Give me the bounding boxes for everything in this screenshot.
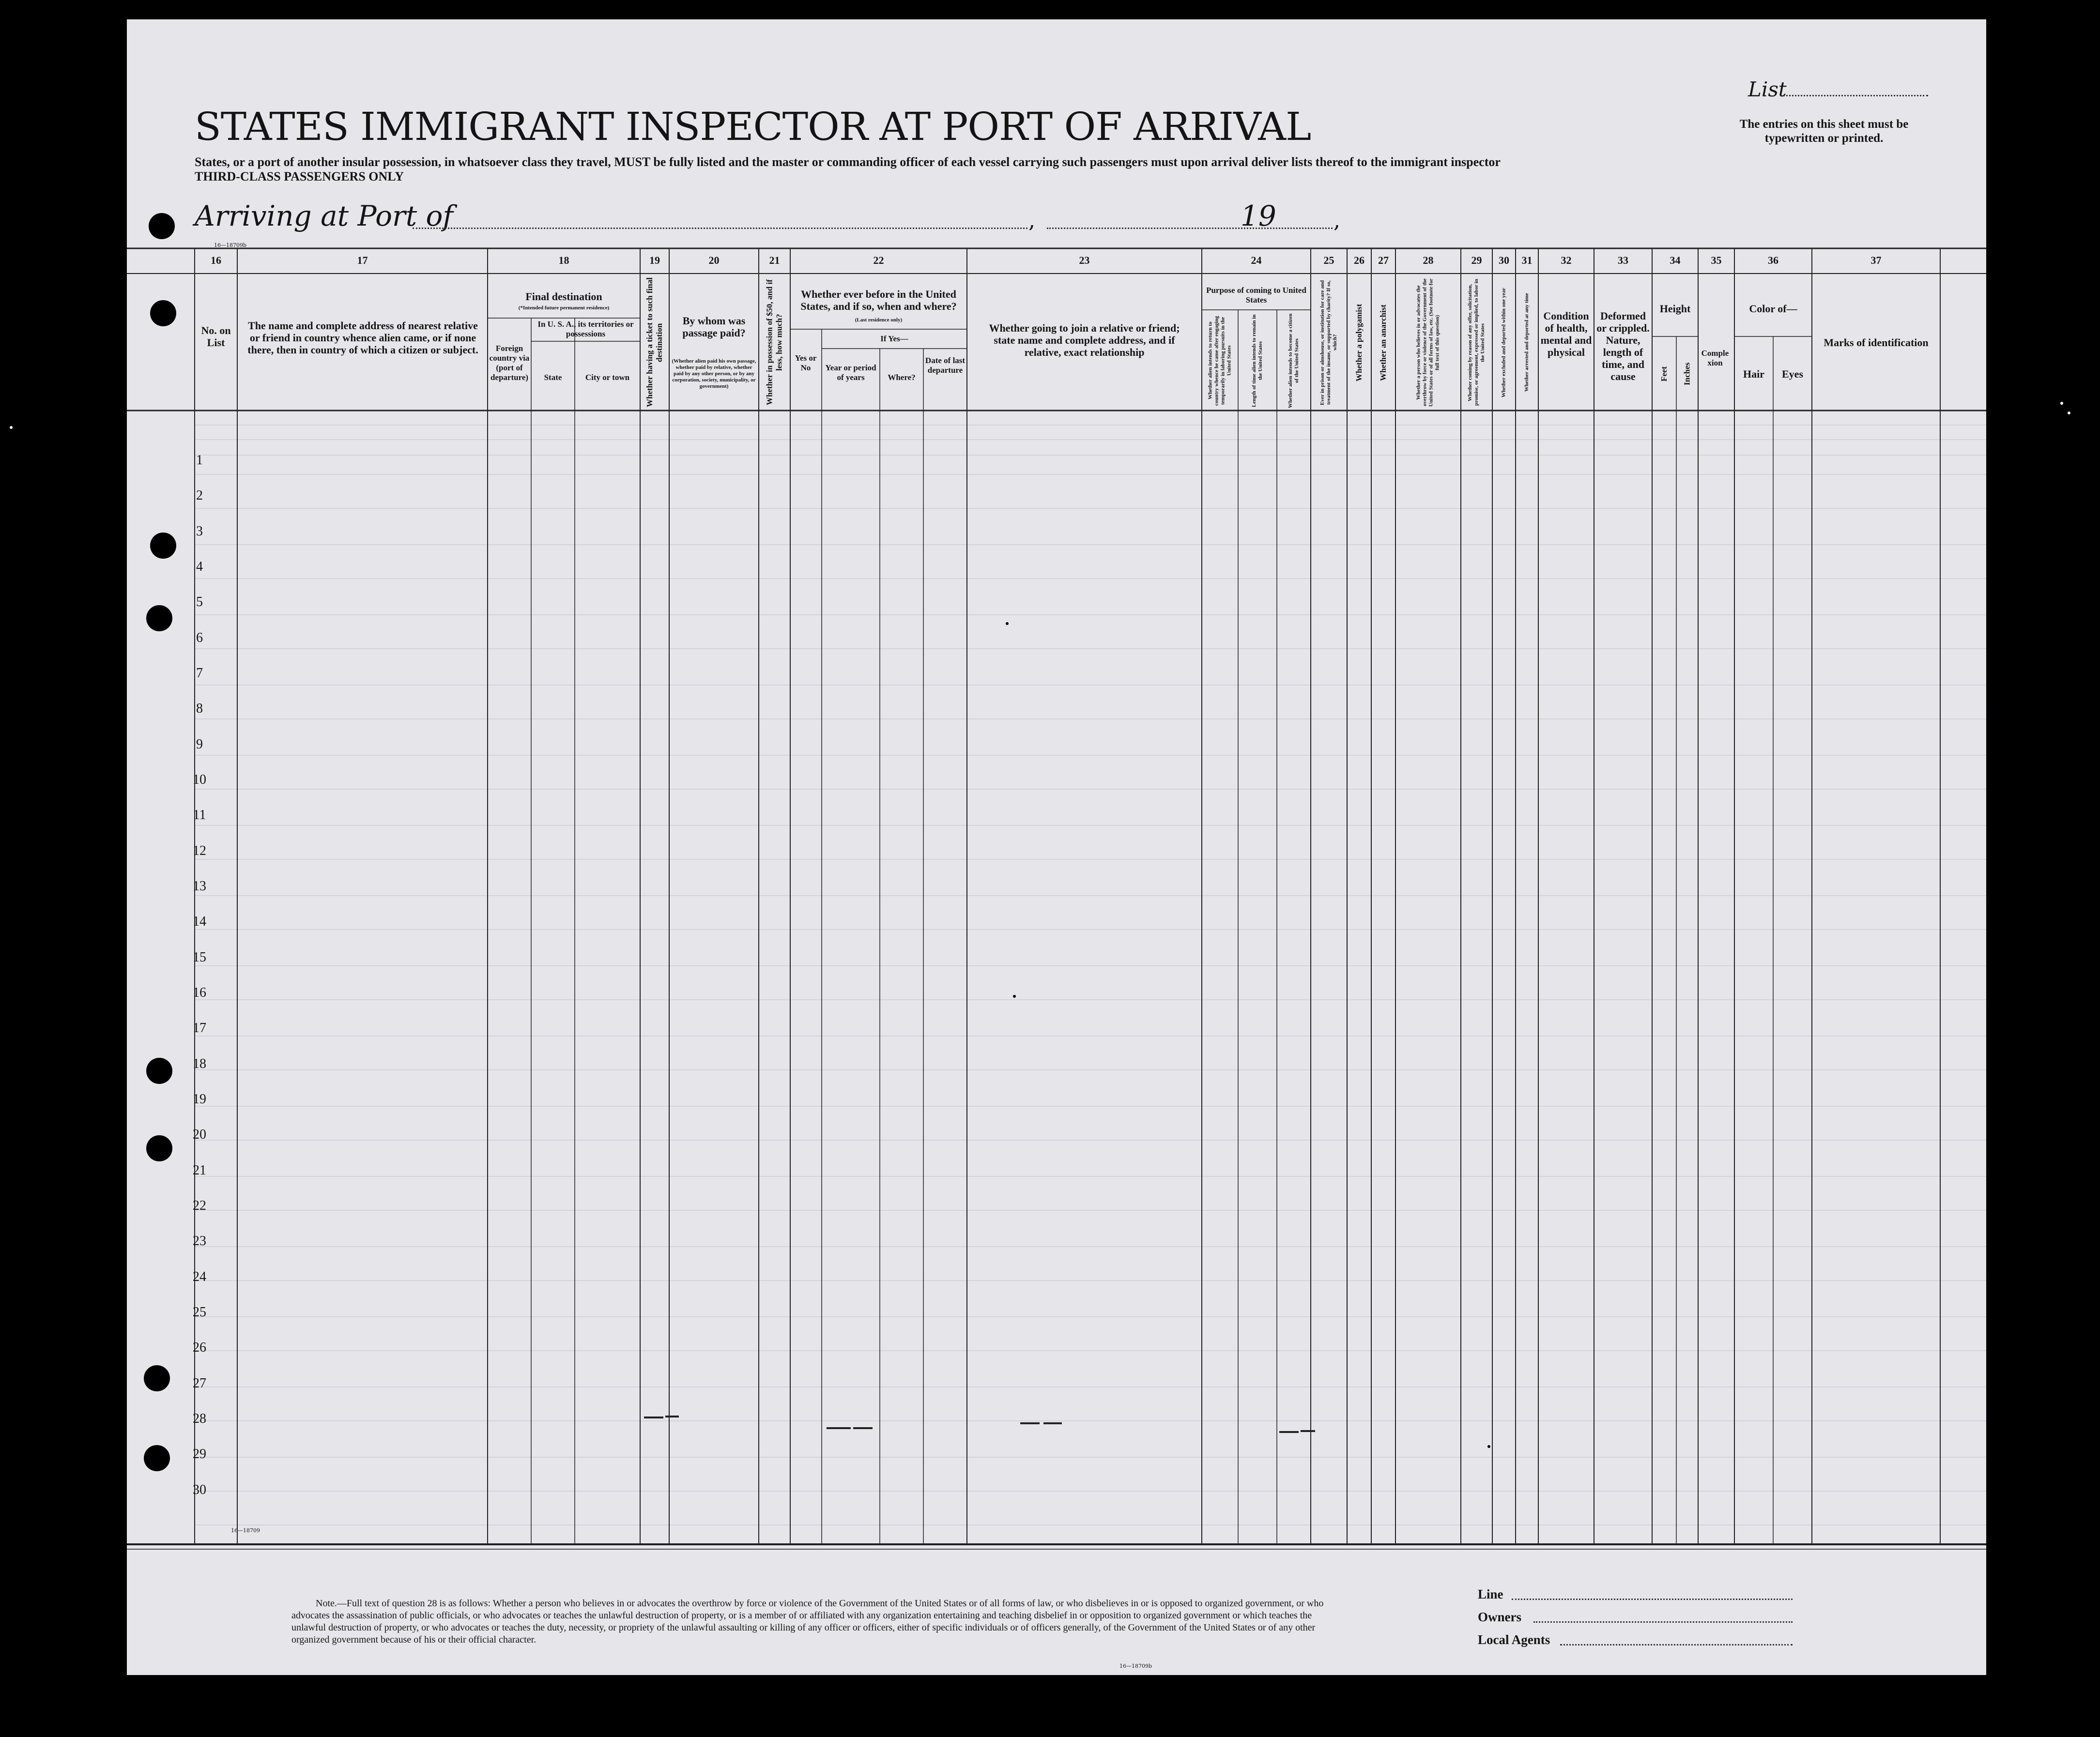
row-number: 10 <box>193 772 206 787</box>
header-date-last-departure: Date of last departure <box>925 356 966 375</box>
pen-mark <box>644 1417 663 1418</box>
col-number: 16 <box>211 254 221 266</box>
col-number: 23 <box>1079 254 1090 266</box>
row-number: 22 <box>193 1198 206 1213</box>
row-number: 14 <box>193 914 206 929</box>
speck <box>2060 402 2063 405</box>
col-number: 20 <box>708 254 720 266</box>
form-code-top: 16—18709b <box>214 242 247 248</box>
subtitle-line1: States, or a port of another insular possession, in whatsoever class they travel, MUST be fully listed and the master or commanding officer of each vessel carrying such passengers must upon arrival deliver lists thereof to the immigrant inspector <box>195 155 1501 169</box>
form-code-bottom-right: 16—18709b <box>1119 1663 1152 1669</box>
header-color-of: Color of— <box>1749 303 1797 315</box>
col-number: 18 <box>558 254 569 266</box>
row-number: 7 <box>196 666 203 681</box>
header-year-or-period: Year or period of years <box>825 363 876 382</box>
row-number: 30 <box>193 1482 206 1497</box>
form-sheet <box>127 19 1986 1675</box>
list-label: List <box>1748 77 1787 101</box>
col-number: 19 <box>649 254 660 266</box>
owners-label: Owners <box>1478 1610 1521 1624</box>
header-prison-almshouse: Ever in prison or almshouse, or institution for care and treatment of the insane, or supported by charity? If so, which? <box>1319 280 1338 405</box>
header-overthrow-question: Whether a person who believes in or advocates the overthrow by force or violence of the Government of the United States or of all forms of law, etc. (See footnote for full text of this question) <box>1415 278 1441 407</box>
row-number: 5 <box>196 594 203 609</box>
form-code-bottom-left: 16—18709 <box>231 1527 260 1534</box>
header-final-destination: Final destination <box>525 290 602 303</box>
col-number: 35 <box>1711 254 1722 266</box>
col-number: 34 <box>1670 254 1681 266</box>
col-number: 29 <box>1471 254 1482 266</box>
header-arrested-deported: Whether arrested and deported at any time <box>1524 293 1530 392</box>
pen-mark <box>1279 1431 1299 1433</box>
comma: , <box>1028 208 1035 233</box>
row-number: 2 <box>196 488 203 503</box>
header-citizen-intent: Whether alien intends to become a citizen of the United States <box>1288 313 1300 408</box>
pen-mark <box>827 1427 851 1429</box>
speck <box>1013 995 1016 998</box>
row-number: 3 <box>196 524 203 539</box>
row-number: 21 <box>193 1163 206 1178</box>
speck <box>10 426 13 429</box>
header-condition-health: Condition of health, mental and physical <box>1540 310 1592 358</box>
col-number: 21 <box>769 254 780 266</box>
header-last-residence: (Last residence only) <box>855 317 903 323</box>
header-relative-address: The name and complete address of nearest relative or friend in country whence alien came, or if none there, then in country of which a citizen or subject. <box>247 320 478 356</box>
row-number: 29 <box>193 1447 206 1462</box>
col-number: 32 <box>1561 254 1572 266</box>
form-grid <box>127 19 1986 1675</box>
header-state: State <box>544 373 562 382</box>
instructions-note: The entries on this sheet must be typewritten or printed. <box>1739 118 1909 145</box>
local-agents-label: Local Agents <box>1478 1632 1550 1647</box>
header-anarchist: Whether an anarchist <box>1379 304 1388 381</box>
row-number: 16 <box>193 985 206 1000</box>
speck <box>1487 1445 1490 1448</box>
col-number: 37 <box>1870 254 1882 266</box>
pen-mark <box>1043 1422 1062 1424</box>
row-number: 20 <box>193 1127 206 1142</box>
header-height: Height <box>1659 303 1691 315</box>
col-number: 24 <box>1251 254 1262 266</box>
col-number: 26 <box>1354 254 1364 266</box>
header-where: Where? <box>888 373 916 382</box>
col-number: 17 <box>357 254 368 266</box>
pen-mark <box>853 1427 873 1429</box>
header-labor-offer: Whether coming by reason of any offer, solicitation, promise, or agreement, expressed or implied, to labor in the United States <box>1467 279 1486 406</box>
header-hair: Hair <box>1743 368 1764 380</box>
subtitle-line2: THIRD-CLASS PASSENGERS ONLY <box>195 169 404 183</box>
header-feet: Feet <box>1659 366 1669 382</box>
row-number: 4 <box>196 559 203 574</box>
page-title: STATES IMMIGRANT INSPECTOR AT PORT OF ARRIVAL <box>195 104 1311 149</box>
header-return-intent: Whether alien intends to return to country whence he came after engaging temporarily in laboring pursuits in the United States <box>1207 316 1232 406</box>
speck <box>1006 622 1009 625</box>
row-number: 6 <box>196 630 203 645</box>
header-final-destination-sub: (*Intended future permanent residence) <box>518 305 610 311</box>
pen-mark <box>1020 1422 1040 1424</box>
header-no-on-list: No. on List <box>201 324 231 349</box>
header-marks-identification: Marks of identification <box>1824 336 1929 349</box>
header-deformed: Deformed or crippled. Nature, length of time, and cause <box>1596 310 1650 382</box>
header-in-usa: In U. S. A., its territories or possessions <box>537 320 634 338</box>
line-label: Line <box>1478 1587 1503 1601</box>
header-length-of-stay: Length of time alien intends to remain in the United States <box>1251 314 1263 407</box>
pen-mark <box>665 1416 679 1417</box>
footnote-question-28: Note.—Full text of question 28 is as follows: Whether a person who believes in or advocates the overthrow by force or violence of the Government of the United States or of all forms of law, or who disbelieves in or is opposed to organized government, or who advocates the assassination of public officials, or who advocates or teaches the unlawful destruction of property, or is a member of or affiliated with any organization entertaining and teaching disbelief in or opposition to organized government or which teaches the unlawful destruction of property, or who advocates or teaches the duty, necessity, or propriety of the unlawful assaulting or killing of any officer or officers, either of specific individuals or of officers generally, of the Government of the United States or of any other organized government because of his or their official character. <box>291 1598 1324 1645</box>
header-purpose: Purpose of coming to United States <box>1206 286 1306 305</box>
pen-mark <box>1301 1430 1315 1432</box>
row-number: 27 <box>193 1376 206 1391</box>
row-number: 28 <box>193 1411 206 1426</box>
row-number: 13 <box>193 879 206 894</box>
header-city-or-town: City or town <box>585 373 630 382</box>
col-number: 31 <box>1521 254 1533 266</box>
col-number: 36 <box>1768 254 1778 266</box>
row-number: 26 <box>193 1340 206 1355</box>
header-excluded-deported: Whether excluded and deported within one year <box>1501 288 1507 397</box>
col-number: 33 <box>1618 254 1628 266</box>
header-passage-paid-sub: (Whether alien paid his own passage, whether paid by relative, whether paid by any other person, or by any corporation, society, municipality, or government) <box>672 358 756 389</box>
arriving-label: Arriving at Port of <box>195 199 453 232</box>
row-number: 25 <box>193 1305 206 1320</box>
local-agents-field[interactable] <box>1560 1644 1793 1646</box>
row-number: 12 <box>193 843 206 858</box>
col-number: 25 <box>1323 254 1334 266</box>
header-going-to-join: Whether going to join a relative or friend; state name and complete address, and if relative, exact relationship <box>989 322 1180 358</box>
header-eyes: Eyes <box>1782 368 1803 380</box>
header-foreign-country: Foreign country via (port of departure) <box>489 344 530 382</box>
year-prefix: 19 <box>1241 199 1276 232</box>
col-number: 22 <box>873 254 884 266</box>
row-number: 24 <box>193 1269 206 1284</box>
row-number: 23 <box>193 1234 206 1249</box>
row-number: 11 <box>193 808 206 823</box>
header-ever-before-in-us: Whether ever before in the United States, and if so, when and where? <box>800 288 957 312</box>
col-number: 30 <box>1499 254 1509 266</box>
col-number: 28 <box>1423 254 1434 266</box>
row-number: 17 <box>193 1021 206 1036</box>
header-complexion: Complexion <box>1701 349 1729 367</box>
speck <box>2068 411 2070 414</box>
owners-field[interactable] <box>1533 1621 1793 1623</box>
header-polygamist: Whether a polygamist <box>1354 304 1364 381</box>
header-ticket: Whether having a ticket to such final destination <box>645 277 664 408</box>
header-fifty-dollars: Whether in possession of $50, and if less, how much? <box>765 279 784 406</box>
comma: , <box>1334 208 1340 233</box>
header-yes-or-no: Yes or No <box>795 353 817 372</box>
line-field[interactable] <box>1512 1599 1793 1600</box>
header-passage-paid: By whom was passage paid? <box>682 315 746 339</box>
row-number: 19 <box>193 1092 206 1107</box>
col-number: 27 <box>1378 254 1389 266</box>
header-if-yes: If Yes— <box>880 334 908 343</box>
row-number: 15 <box>193 950 206 965</box>
header-inches: Inches <box>1682 362 1692 386</box>
row-number: 8 <box>196 701 203 716</box>
row-number: 1 <box>196 453 203 468</box>
row-number: 18 <box>193 1056 206 1071</box>
row-number: 9 <box>196 737 203 752</box>
